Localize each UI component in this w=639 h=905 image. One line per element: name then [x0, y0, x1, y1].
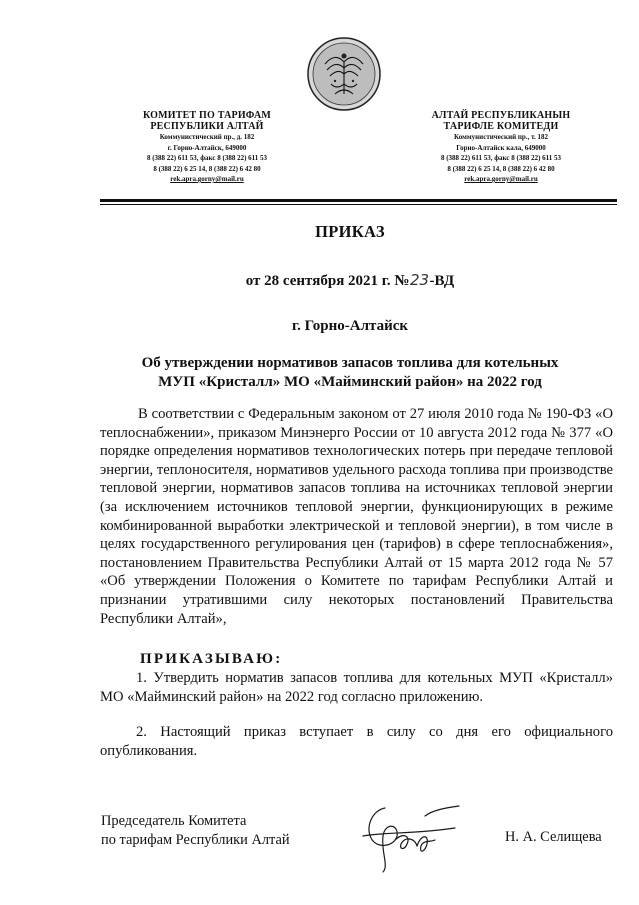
document-date-line — [60, 271, 639, 290]
preamble-paragraph: В соответствии с Федеральным законом от 27 июля 2010 года № 190-ФЗ «О теплоснабжении», приказом Минэнерго России от 10 августа 2012 года № 377 «О порядке определения нормативов технологических потерь при передаче тепловой энергии, теплоносителя, нормативов удельного расхода топлива при производстве тепловой энергии, нормативов запасов топлива на источниках тепловой энергии (за исключением источников тепловой энергии, функционирующих в режиме комбинированной выработки электрической и тепловой энергии), в том числе в целях государственного регулирования цен (тарифов) в сфере теплоснабжения», постановлением Правительства Республики Алтай от 15 марта 2012 года № 57 «Об утверждении Положения о Комитете по тарифам Республики Алтай и признании утратившими силу некоторых постановлений Правительства Республики Алтай», — [100, 406, 613, 627]
date-prefix: от 28 сентября 2021 г. № — [245, 273, 410, 289]
phone-line1: 8 (388 22) 611 53, факс 8 (388 22) 611 53 — [146, 154, 268, 162]
org-name-alt-line1: АЛТАЙ РЕСПУБЛИКАНЫН — [431, 110, 571, 121]
signatory-name: Н. А. Селищева — [505, 829, 602, 845]
document-subject — [60, 354, 639, 392]
address-line2: г. Горно-Алтайск, 649000 — [167, 143, 247, 152]
letterhead-right — [391, 110, 611, 185]
phone-line2: 8 (388 22) 6 25 14, 8 (388 22) 6 42 80 — [153, 164, 261, 173]
phone-line1: 8 (388 22) 611 53, факс 8 (388 22) 611 53 — [440, 154, 562, 162]
handwritten-number: 23 — [409, 271, 430, 289]
handwritten-signature-icon — [355, 796, 465, 876]
address-line2: Горно-Алтайск кала, 649000 — [456, 143, 546, 152]
address-line1: Коммунистический пр., т. 182 — [454, 133, 548, 141]
address-line1: Коммунистический пр., д. 182 — [159, 133, 255, 141]
number-suffix: -ВД — [429, 273, 455, 289]
order-item-1: 1. Утвердить норматив запасов топлива для котельных МУП «Кристалл» МО «Майминский район» на 2022 год согласно приложению. — [100, 670, 613, 705]
signatory-title-line1: Председатель Комитета — [101, 813, 247, 829]
org-name-ru-line2: РЕСПУБЛИКИ АЛТАЙ — [150, 121, 264, 132]
order-item-2: 2. Настоящий приказ вступает в силу со дня его официального опубликования. — [100, 724, 613, 759]
document-city: г. Горно-Алтайск — [291, 318, 409, 334]
header-rule-thin — [100, 204, 617, 205]
order-heading: ПРИКАЗЫВАЮ: — [140, 651, 283, 667]
email-link[interactable]: rek.apra.gorny@mail.ru — [170, 175, 244, 183]
header-rule-thick — [100, 199, 617, 202]
org-name-ru-line1: КОМИТЕТ ПО ТАРИФАМ — [142, 110, 272, 121]
phone-line2: 8 (388 22) 6 25 14, 8 (388 22) 6 42 80 — [447, 164, 555, 173]
email-link[interactable]: rek.apra.gorny@mail.ru — [464, 175, 538, 183]
subject-line2: МУП «Кристалл» МО «Майминский район» на 2022 год — [158, 374, 542, 390]
document-title: ПРИКАЗ — [315, 222, 385, 241]
letterhead-left — [97, 110, 317, 185]
org-name-alt-line2: ТАРИФЛЕ КОМИТЕДИ — [443, 121, 559, 132]
signatory-title — [101, 812, 290, 850]
subject-line1: Об утверждении нормативов запасов топлива для котельных — [141, 355, 559, 371]
republic-emblem-icon — [305, 34, 383, 114]
signatory-title-line2: по тарифам Республики Алтай — [101, 832, 290, 848]
